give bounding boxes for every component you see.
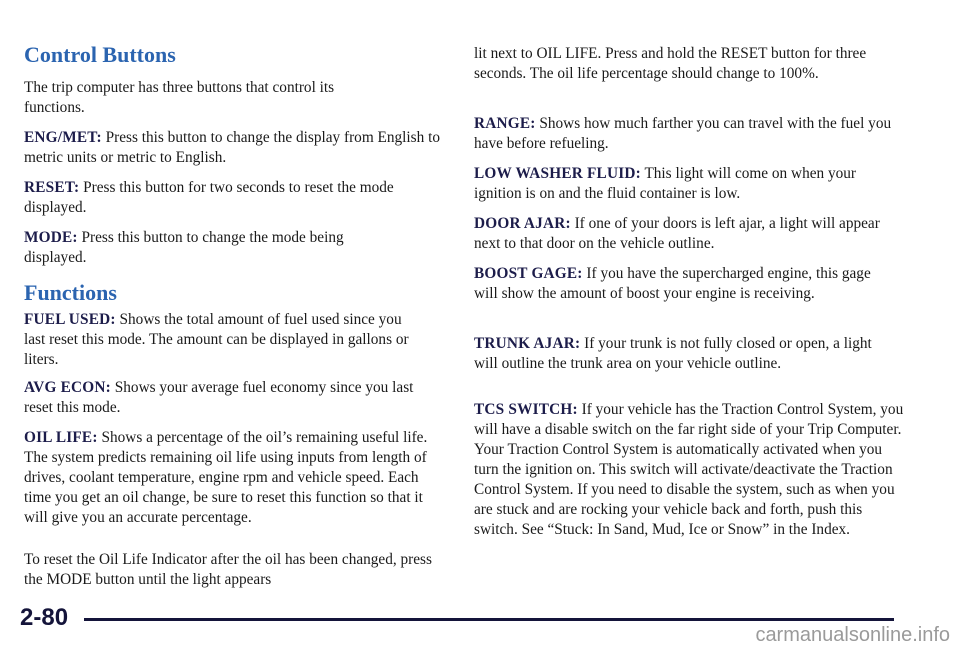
heading-control-buttons: Control Buttons — [24, 42, 176, 67]
door-ajar-text: If one of your doors is left ajar, a light will appear next to that door on the vehicle outline. — [474, 215, 880, 252]
oil-life-paragraph — [24, 428, 434, 528]
trunk-ajar-text: If your trunk is not fully closed or open, a light will outline the trunk area on your vehicle outline. — [474, 335, 872, 372]
tcs-switch-paragraph — [474, 400, 904, 540]
tcs-switch-term: TCS SWITCH: — [474, 401, 578, 418]
avg-econ-text: Shows your average fuel economy since you last reset this mode. — [24, 379, 414, 416]
mode-term: MODE: — [24, 229, 78, 246]
reset-text: Press this button for two seconds to reset the mode displayed. — [24, 179, 394, 216]
low-washer-paragraph — [474, 164, 904, 204]
footer-divider — [84, 618, 894, 621]
low-washer-term: LOW WASHER FLUID: — [474, 165, 641, 182]
range-term: RANGE: — [474, 115, 536, 132]
continuation-paragraph: lit next to OIL LIFE. Press and hold the RESET button for three seconds. The oil life percentage should change to 100%. — [474, 45, 867, 82]
low-washer-text: This light will come on when your ignition is on and the fluid container is low. — [474, 165, 857, 202]
door-ajar-paragraph — [474, 214, 894, 254]
avg-econ-term: AVG ECON: — [24, 379, 111, 396]
reset-term: RESET: — [24, 179, 80, 196]
mode-text: Press this button to change the mode being displayed. — [24, 229, 344, 266]
mode-paragraph — [24, 228, 354, 268]
oil-life-text: Shows a percentage of the oil’s remaining useful life. The system predicts remaining oil life using inputs from length of drives, coolant temperature, engine rpm and vehicle speed. Each time you get an oil change, be sure to reset this function so that it will give you an accurate percentage. — [24, 429, 428, 526]
page-number: 2-80 — [20, 604, 69, 631]
reset-oil-paragraph: To reset the Oil Life Indicator after the oil has been changed, press the MODE button until the light appears — [24, 551, 432, 588]
tcs-switch-text: If your vehicle has the Traction Control System, you will have a disable switch on the far right side of your Trip Computer. Your Traction Control System is automatically activated when you turn the ignition on. This switch will activate/deactivate the Traction Control System. If you need to disable the system, such as when you are stuck and are rocking your vehicle back and forth, push this switch. See “Stuck: In Sand, Mud, Ice or Snow” in the Index. — [474, 401, 904, 538]
reset-paragraph — [24, 178, 424, 218]
trunk-ajar-term: TRUNK AJAR: — [474, 335, 581, 352]
heading-functions: Functions — [24, 280, 117, 305]
boost-gage-text: If you have the supercharged engine, this gage will show the amount of boost your engine is receiving. — [474, 265, 871, 302]
trunk-ajar-paragraph — [474, 334, 874, 374]
range-paragraph — [474, 114, 894, 154]
boost-gage-term: BOOST GAGE: — [474, 265, 583, 282]
fuel-used-paragraph — [24, 310, 424, 370]
fuel-used-term: FUEL USED: — [24, 311, 116, 328]
range-text: Shows how much farther you can travel with the fuel you have before refueling. — [474, 115, 892, 152]
fuel-used-text: Shows the total amount of fuel used since you last reset this mode. The amount can be displayed in gallons or liters. — [24, 311, 409, 368]
engmet-text: Press this button to change the display from English to metric units or metric to English. — [24, 129, 441, 166]
intro-paragraph: The trip computer has three buttons that control its functions. — [24, 79, 335, 116]
engmet-term: ENG/MET: — [24, 129, 102, 146]
avg-econ-paragraph — [24, 378, 424, 418]
oil-life-term: OIL LIFE: — [24, 429, 98, 446]
boost-gage-paragraph — [474, 264, 894, 304]
door-ajar-term: DOOR AJAR: — [474, 215, 571, 232]
engmet-paragraph — [24, 128, 444, 168]
watermark: carmanualsonline.info — [755, 624, 950, 646]
